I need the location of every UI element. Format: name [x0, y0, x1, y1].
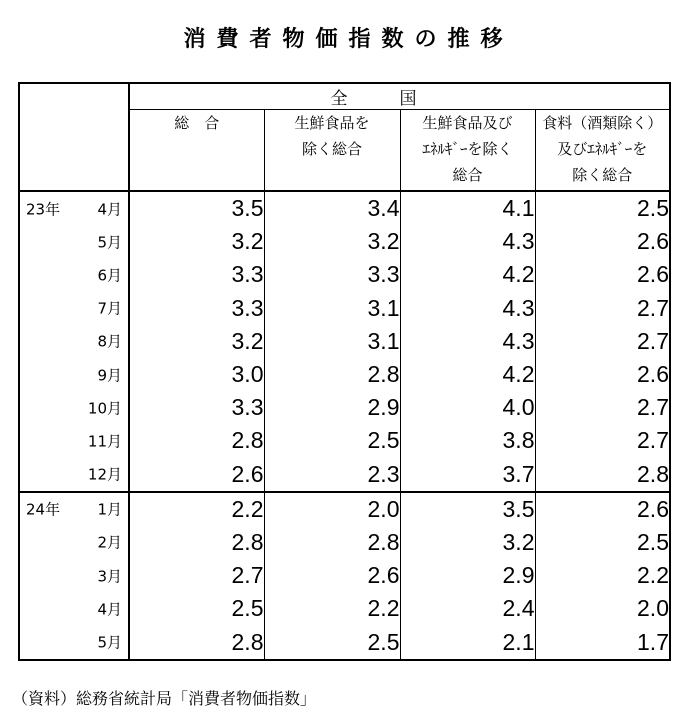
value-cell: 2.5 [264, 625, 400, 659]
row-label [19, 458, 129, 492]
value-cell: 3.5 [129, 191, 264, 225]
row-month: 4月 [97, 600, 122, 619]
row-label [19, 325, 129, 358]
row-label [19, 559, 129, 592]
value-cell: 2.6 [535, 492, 670, 526]
row-month: 10月 [87, 399, 122, 418]
column-header-line: 及びｴﾈﾙｷﾞｰを [557, 140, 648, 158]
column-header-line: ｴﾈﾙｷﾞｰを除く [422, 140, 513, 158]
row-label [19, 492, 129, 526]
row-label [19, 258, 129, 291]
table-row [19, 292, 670, 325]
row-label [19, 292, 129, 325]
row-month: 4月 [97, 200, 122, 219]
value-cell: 2.2 [264, 592, 400, 625]
row-month: 11月 [87, 432, 122, 451]
value-cell: 1.7 [535, 625, 670, 659]
table-row [19, 325, 670, 358]
row-label [19, 424, 129, 457]
value-cell: 3.2 [400, 526, 535, 559]
table-row [19, 391, 670, 424]
value-cell: 2.5 [129, 592, 264, 625]
table-row [19, 625, 670, 659]
column-header-line: 除く総合 [572, 166, 633, 184]
table-row [19, 458, 670, 492]
value-cell: 4.2 [400, 258, 535, 291]
value-cell: 3.3 [264, 258, 400, 291]
region-header: 全国 [129, 83, 670, 110]
value-cell: 2.6 [535, 358, 670, 391]
row-month: 12月 [87, 465, 122, 484]
row-month: 2月 [97, 533, 122, 552]
table-row [19, 592, 670, 625]
value-cell: 4.2 [400, 358, 535, 391]
value-cell: 4.3 [400, 225, 535, 258]
value-cell: 2.6 [129, 458, 264, 492]
value-cell: 2.9 [264, 391, 400, 424]
value-cell: 2.5 [535, 191, 670, 225]
value-cell: 3.2 [264, 225, 400, 258]
row-year: 23年 [26, 200, 61, 219]
column-header-line: 総合 [452, 166, 483, 184]
value-cell: 2.8 [129, 625, 264, 659]
source-note: （資料）総務省統計局「消費者物価指数」 [12, 689, 317, 708]
row-month: 7月 [97, 299, 122, 318]
value-cell: 3.3 [129, 391, 264, 424]
row-label [19, 625, 129, 659]
page-title: 消費者物価指数の推移 [183, 27, 514, 52]
column-header-core [264, 110, 400, 192]
value-cell: 3.3 [129, 292, 264, 325]
value-cell: 3.4 [264, 191, 400, 225]
table-row [19, 526, 670, 559]
table-row [19, 559, 670, 592]
value-cell: 3.1 [264, 325, 400, 358]
row-month: 1月 [97, 500, 122, 519]
value-cell: 2.5 [264, 424, 400, 457]
value-cell: 2.2 [129, 492, 264, 526]
column-header-line: 除く総合 [301, 140, 362, 158]
row-label [19, 225, 129, 258]
value-cell: 3.0 [129, 358, 264, 391]
value-cell: 2.8 [264, 358, 400, 391]
column-header-line: 生鮮食品及び [422, 114, 513, 132]
value-cell: 2.0 [264, 492, 400, 526]
table-body [19, 191, 670, 660]
table-row [19, 358, 670, 391]
value-cell: 2.4 [400, 592, 535, 625]
value-cell: 2.1 [400, 625, 535, 659]
row-month: 9月 [97, 366, 122, 385]
cpi-table [18, 82, 671, 661]
value-cell: 2.7 [535, 292, 670, 325]
value-cell: 2.3 [264, 458, 400, 492]
row-month: 5月 [97, 633, 122, 652]
column-header-line: 総 合 [174, 114, 220, 132]
value-cell: 3.3 [129, 258, 264, 291]
value-cell: 3.5 [400, 492, 535, 526]
value-cell: 3.7 [400, 458, 535, 492]
value-cell: 3.2 [129, 225, 264, 258]
value-cell: 2.7 [535, 325, 670, 358]
value-cell: 2.8 [129, 526, 264, 559]
value-cell: 2.0 [535, 592, 670, 625]
value-cell: 2.8 [535, 458, 670, 492]
value-cell: 4.0 [400, 391, 535, 424]
value-cell: 2.7 [535, 391, 670, 424]
column-header-overall [129, 110, 264, 192]
table-row [19, 191, 670, 225]
row-label [19, 191, 129, 225]
value-cell: 3.8 [400, 424, 535, 457]
value-cell: 2.7 [129, 559, 264, 592]
value-cell: 4.1 [400, 191, 535, 225]
row-label [19, 592, 129, 625]
column-header-us-style-core [535, 110, 670, 192]
table-row [19, 492, 670, 526]
value-cell: 4.3 [400, 292, 535, 325]
value-cell: 3.1 [264, 292, 400, 325]
row-month: 6月 [97, 266, 122, 285]
value-cell: 2.8 [129, 424, 264, 457]
value-cell: 2.6 [264, 559, 400, 592]
corner-cell [19, 83, 129, 191]
row-label [19, 358, 129, 391]
value-cell: 2.8 [264, 526, 400, 559]
column-header-core-core [400, 110, 535, 192]
table-row [19, 225, 670, 258]
value-cell: 2.6 [535, 258, 670, 291]
row-year: 24年 [26, 500, 61, 519]
value-cell: 4.3 [400, 325, 535, 358]
value-cell: 2.9 [400, 559, 535, 592]
row-label [19, 526, 129, 559]
value-cell: 2.7 [535, 424, 670, 457]
value-cell: 2.6 [535, 225, 670, 258]
row-month: 3月 [97, 567, 122, 586]
row-month: 5月 [97, 233, 122, 252]
value-cell: 2.5 [535, 526, 670, 559]
table-row [19, 258, 670, 291]
column-header-line: 生鮮食品を [294, 114, 370, 132]
row-month: 8月 [97, 332, 122, 351]
row-label [19, 391, 129, 424]
value-cell: 2.2 [535, 559, 670, 592]
column-header-line: 食料（酒類除く） [542, 114, 663, 132]
table-row [19, 424, 670, 457]
value-cell: 3.2 [129, 325, 264, 358]
